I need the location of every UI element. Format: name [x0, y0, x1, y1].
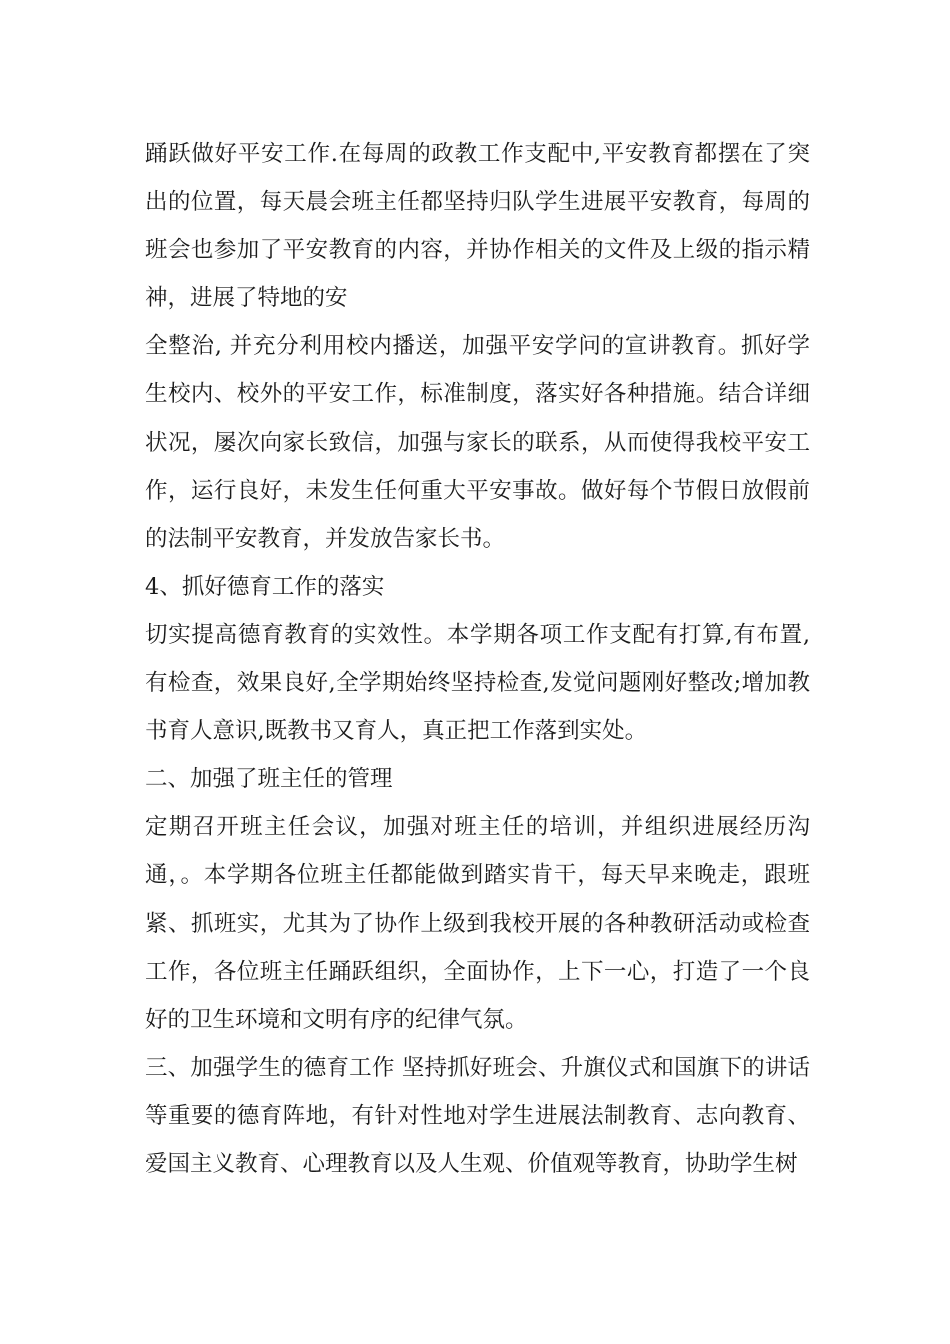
paragraph-class-teacher-meetings: 定期召开班主任会议，加强对班主任的培训，并组织进展经历沟通，。本学期各位班主任都能做到踏实肯干，每天早来晚走，跟班紧、抓班实，尤其为了协作上级到我校开展的各种教研活动或检查工作，各位班主任踊跃组织，全面协作，上下一心，打造了一个良好的卫生环境和文明有序的纪律气氛。 — [145, 814, 810, 1033]
paragraph-moral-education-effectiveness: 切实提高德育教育的实效性。本学期各项工作支配有打算,有布置,有检查，效果良好,全学期始终坚持检查,发觉问题刚好整改;增加教书育人意识,既教书又育人，真正把工作落到实处。 — [145, 621, 810, 745]
paragraph-safety-rectification: 全整治, 并充分利用校内播送，加强平安学问的宣讲教育。抓好学生校内、校外的平安工作，标准制度，落实好各种措施。结合详细状况，屡次向家长致信，加强与家长的联系，从而使得我校平安工作，运行良好，未发生任何重大平安事故。做好每个节假日放假前的法制平安教育，并发放告家长书。 — [145, 333, 810, 552]
paragraph-safety-work: 踊跃做好平安工作.在每周的政教工作支配中,平安教育都摆在了突出的位置，每天晨会班主任都坚持归队学生进展平安教育，每周的班会也参加了平安教育的内容，并协作相关的文件及上级的指示精神，进展了特地的安 — [145, 141, 810, 312]
paragraph-student-moral-education: 三、加强学生的德育工作 坚持抓好班会、升旗仪式和国旗下的讲话等重要的德育阵地，有针对性地对学生进展法制教育、志向教育、爱国主义教育、心理教育以及人生观、价值观等教育，协助学生树 — [145, 1054, 810, 1177]
document-body — [145, 130, 810, 1188]
heading-class-teacher-management: 二、加强了班主任的管理 — [145, 766, 393, 793]
heading-moral-education-implementation: 4、抓好德育工作的落实 — [145, 573, 385, 600]
